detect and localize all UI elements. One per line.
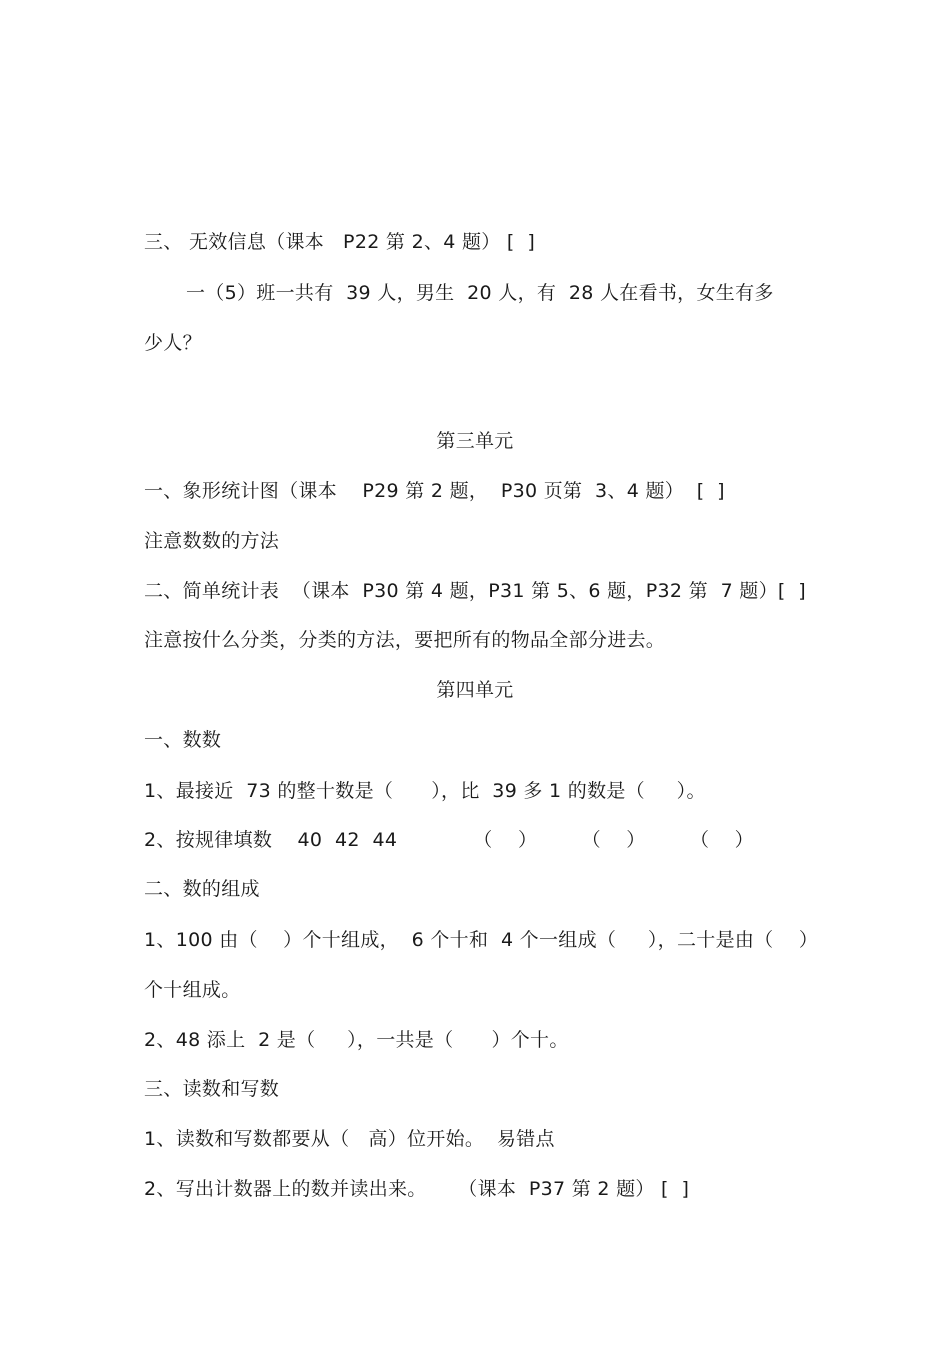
question-composition-line-2: 个十组成。	[144, 979, 241, 1001]
section-heading-invalid-info: 三、 无效信息（课本 P22 第 2、4 题） [ ]	[144, 231, 536, 253]
section-heading-counting: 一、数数	[144, 729, 222, 751]
section-heading-pictograph: 一、象形统计图（课本 P29 第 2 题， P30 页第 3、4 题） [ ]	[144, 480, 725, 502]
question-add-two: 2、48 添上 2 是（ ），一共是（ ）个十。	[144, 1029, 569, 1051]
question-abacus: 2、写出计数器上的数并读出来。 （课本 P37 第 2 题） [ ]	[144, 1178, 690, 1200]
note-classification: 注意按什么分类，分类的方法，要把所有的物品全部分进去。	[144, 629, 666, 651]
problem-text-line-2: 少人？	[144, 332, 202, 354]
section-heading-read-write: 三、读数和写数	[144, 1078, 280, 1100]
problem-text-line-1: 一（5）班一共有 39 人，男生 20 人，有 28 人在看书，女生有多	[186, 282, 774, 304]
note-counting-method: 注意数数的方法	[144, 530, 280, 552]
unit-title-3: 第三单元	[436, 430, 514, 452]
unit-title-4: 第四单元	[436, 679, 514, 701]
section-heading-composition: 二、数的组成	[144, 878, 260, 900]
section-heading-simple-table: 二、简单统计表 （课本 P30 第 4 题，P31 第 5、6 题，P32 第 7 题）[ ]	[144, 580, 807, 602]
question-pattern-fill: 2、按规律填数 40 42 44 （ ） （ ） （ ）	[144, 829, 754, 851]
question-read-write-order: 1、读数和写数都要从（ 高）位开始。 易错点	[144, 1128, 555, 1150]
question-nearest-tens: 1、最接近 73 的整十数是（ ），比 39 多 1 的数是（ ）。	[144, 780, 706, 802]
question-composition-line-1: 1、100 由（ ）个十组成， 6 个十和 4 个一组成（ ），二十是由（ ）	[144, 929, 819, 951]
